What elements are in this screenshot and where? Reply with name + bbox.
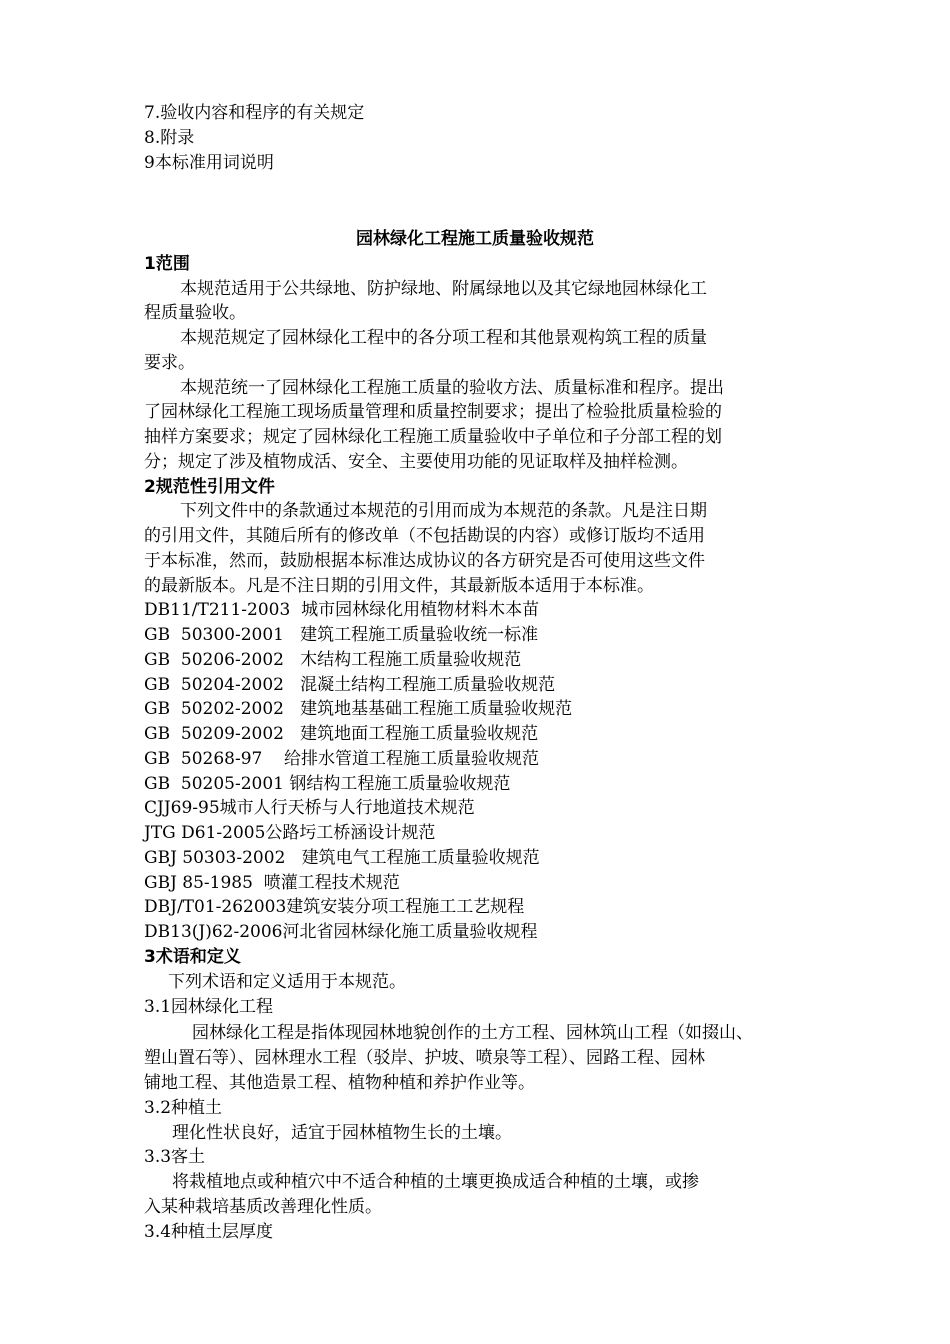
section-heading: 2规范性引用文件 (144, 477, 275, 497)
paragraph-line: 程质量验收。 (144, 303, 246, 323)
term-heading: 3.2种植土 (144, 1098, 223, 1118)
paragraph-line: 抽样方案要求；规定了园林绿化工程施工质量验收中子单位和子分部工程的划 (144, 427, 722, 447)
paragraph-line: 分；规定了涉及植物成活、安全、主要使用功能的见证取样及抽样检测。 (144, 452, 688, 472)
paragraph-line: 本规范规定了园林绿化工程中的各分项工程和其他景观构筑工程的质量 (180, 328, 707, 348)
reference-item: JTG D61-2005公路圬工桥涵设计规范 (144, 823, 436, 843)
paragraph-line: 于本标准，然而，鼓励根据本标准达成协议的各方研究是否可使用这些文件 (144, 551, 705, 571)
reference-item: CJJ69-95城市人行天桥与人行地道技术规范 (144, 798, 475, 818)
reference-item: GBJ 50303-2002 建筑电气工程施工质量验收规范 (144, 848, 540, 868)
section-heading: 1范围 (144, 254, 190, 274)
reference-item: DB11/T211-2003 城市园林绿化用植物材料木本苗 (144, 600, 540, 620)
toc-item: 8.附录 (144, 128, 195, 148)
term-heading: 3.3客土 (144, 1147, 206, 1167)
paragraph-line: 铺地工程、其他造景工程、植物种植和养护作业等。 (144, 1073, 535, 1093)
paragraph-line: 了园林绿化工程施工现场质量管理和质量控制要求；提出了检验批质量检验的 (144, 402, 722, 422)
document-title: 园林绿化工程施工质量验收规范 (356, 229, 594, 249)
term-heading: 3.4种植土层厚度 (144, 1222, 274, 1242)
paragraph-line: 要求。 (144, 353, 195, 373)
reference-item: GB 50205-2001 钢结构工程施工质量验收规范 (144, 774, 511, 794)
reference-item: GB 50268-97 给排水管道工程施工质量验收规范 (144, 749, 539, 769)
paragraph-line: 下列术语和定义适用于本规范。 (168, 972, 406, 992)
reference-item: GB 50206-2002 木结构工程施工质量验收规范 (144, 650, 522, 670)
reference-item: GB 50300-2001 建筑工程施工质量验收统一标准 (144, 625, 539, 645)
reference-item: DB13(J)62-2006河北省园林绿化施工质量验收规程 (144, 922, 538, 942)
paragraph-line: 本规范适用于公共绿地、防护绿地、附属绿地以及其它绿地园林绿化工 (180, 279, 707, 299)
paragraph-line: 的最新版本。凡是不注日期的引用文件，其最新版本适用于本标准。 (144, 576, 654, 596)
section-heading: 3术语和定义 (144, 947, 241, 967)
reference-item: GB 50209-2002 建筑地面工程施工质量验收规范 (144, 724, 539, 744)
reference-item: DBJ/T01-262003建筑安装分项工程施工工艺规程 (144, 897, 525, 917)
paragraph-line: 理化性状良好，适宜于园林植物生长的土壤。 (172, 1123, 512, 1143)
toc-item: 7.验收内容和程序的有关规定 (144, 103, 365, 123)
paragraph-line: 下列文件中的条款通过本规范的引用而成为本规范的条款。凡是注日期 (180, 501, 707, 521)
paragraph-line: 塑山置石等）、园林理水工程（驳岸、护坡、喷泉等工程）、园路工程、园林 (144, 1048, 705, 1068)
paragraph-line: 本规范统一了园林绿化工程施工质量的验收方法、质量标准和程序。提出 (180, 378, 724, 398)
reference-item: GBJ 85-1985 喷灌工程技术规范 (144, 873, 400, 893)
paragraph-line: 入某种栽培基质改善理化性质。 (144, 1197, 382, 1217)
paragraph-line: 园林绿化工程是指体现园林地貌创作的土方工程、园林筑山工程（如掇山、 (192, 1023, 753, 1043)
toc-item: 9本标准用词说明 (144, 153, 274, 173)
reference-item: GB 50204-2002 混凝土结构工程施工质量验收规范 (144, 675, 556, 695)
paragraph-line: 将栽植地点或种植穴中不适合种植的土壤更换成适合种植的土壤，或掺 (172, 1172, 699, 1192)
paragraph-line: 的引用文件，其随后所有的修改单（不包括勘误的内容）或修订版均不适用 (144, 526, 705, 546)
term-heading: 3.1园林绿化工程 (144, 997, 274, 1017)
reference-item: GB 50202-2002 建筑地基基础工程施工质量验收规范 (144, 699, 573, 719)
